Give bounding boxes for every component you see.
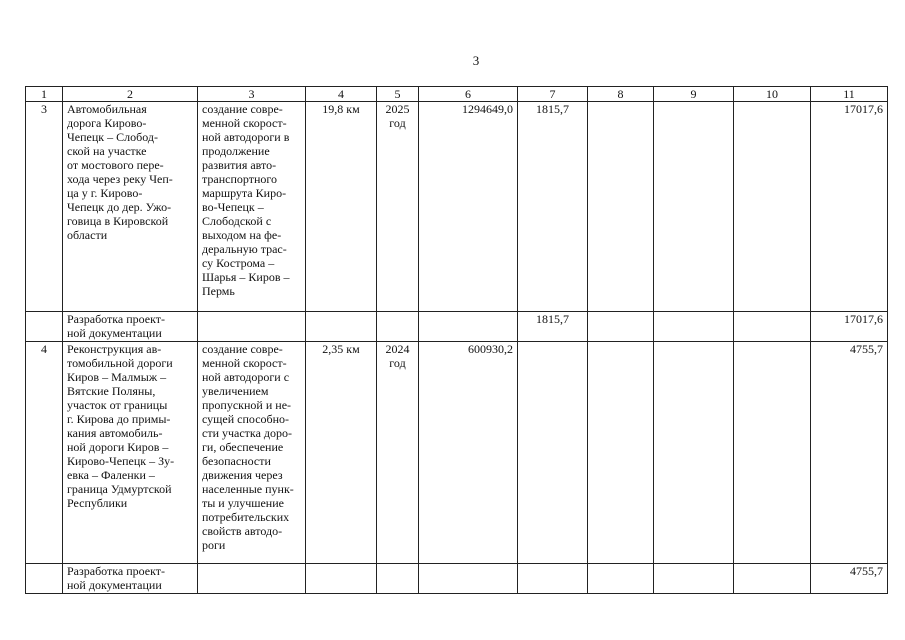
- row-number: 3: [26, 102, 63, 312]
- column-11-value: 17017,6: [811, 312, 888, 342]
- object-name: Разработка проект- ной документации: [63, 312, 198, 342]
- column-7-value: 1815,7: [518, 102, 588, 312]
- column-7-value: [518, 342, 588, 564]
- header-cell: 11: [811, 87, 888, 102]
- object-cost: [419, 564, 518, 594]
- column-7-value: 1815,7: [518, 312, 588, 342]
- column-10-value: [734, 564, 811, 594]
- header-cell: 6: [419, 87, 518, 102]
- row-number: [26, 564, 63, 594]
- object-purpose: [198, 564, 306, 594]
- column-7-value: [518, 564, 588, 594]
- header-cell: 2: [63, 87, 198, 102]
- header-cell: 4: [306, 87, 377, 102]
- object-purpose: создание совре- менной скорост- ной автодороги с увеличением пропускной и не- сущей способно- сти участка доро- ги, обеспечение безопасности движения через населенные пунк- ты и улучшение потребительских свойств автодо- роги: [198, 342, 306, 564]
- column-8-value: [588, 102, 654, 312]
- object-purpose: [198, 312, 306, 342]
- column-9-value: [654, 102, 734, 312]
- column-8-value: [588, 312, 654, 342]
- object-year: [377, 564, 419, 594]
- header-row: [26, 87, 888, 102]
- object-year: 2024 год: [377, 342, 419, 564]
- object-name: Реконструкция ав- томобильной дороги Киров – Малмыж – Вятские Поляны, участок от границы г. Кирова до примы- кания автомобиль- ной дороги Киров – Кирово-Чепецк – Зу- евка – Фаленки – граница Удмуртской Республики: [63, 342, 198, 564]
- header-cell: 7: [518, 87, 588, 102]
- table-row: [26, 312, 888, 342]
- table-row: [26, 564, 888, 594]
- column-8-value: [588, 564, 654, 594]
- object-length: [306, 312, 377, 342]
- header-cell: 3: [198, 87, 306, 102]
- column-10-value: [734, 342, 811, 564]
- header-cell: 9: [654, 87, 734, 102]
- column-11-value: 4755,7: [811, 564, 888, 594]
- header-cell: 1: [26, 87, 63, 102]
- page-number: 3: [472, 53, 480, 68]
- column-11-value: 17017,6: [811, 102, 888, 312]
- column-10-value: [734, 312, 811, 342]
- column-8-value: [588, 342, 654, 564]
- object-name: Разработка проект- ной документации: [63, 564, 198, 594]
- object-length: [306, 564, 377, 594]
- header-cell: 8: [588, 87, 654, 102]
- column-10-value: [734, 102, 811, 312]
- column-9-value: [654, 312, 734, 342]
- object-name: Автомобильная дорога Кирово- Чепецк – Слобод- ской на участке от мостового пере- хода через реку Чеп- ца у г. Кирово- Чепецк до дер. Ужо- говица в Кировской области: [63, 102, 198, 312]
- header-cell: 10: [734, 87, 811, 102]
- column-9-value: [654, 342, 734, 564]
- object-length: 19,8 км: [306, 102, 377, 312]
- object-cost: 600930,2: [419, 342, 518, 564]
- object-cost: [419, 312, 518, 342]
- column-11-value: 4755,7: [811, 342, 888, 564]
- table-row: [26, 102, 888, 312]
- object-year: [377, 312, 419, 342]
- row-number: 4: [26, 342, 63, 564]
- table-row: [26, 342, 888, 564]
- row-number: [26, 312, 63, 342]
- object-year: 2025 год: [377, 102, 419, 312]
- object-purpose: создание совре- менной скорост- ной автодороги в продолжение развития авто- транспортного маршрута Киро- во-Чепецк – Слободской с выходом на фе- деральную трас- су Кострома – Шарья – Киров – Пермь: [198, 102, 306, 312]
- object-length: 2,35 км: [306, 342, 377, 564]
- roads-table: [25, 86, 888, 594]
- column-9-value: [654, 564, 734, 594]
- object-cost: 1294649,0: [419, 102, 518, 312]
- header-cell: 5: [377, 87, 419, 102]
